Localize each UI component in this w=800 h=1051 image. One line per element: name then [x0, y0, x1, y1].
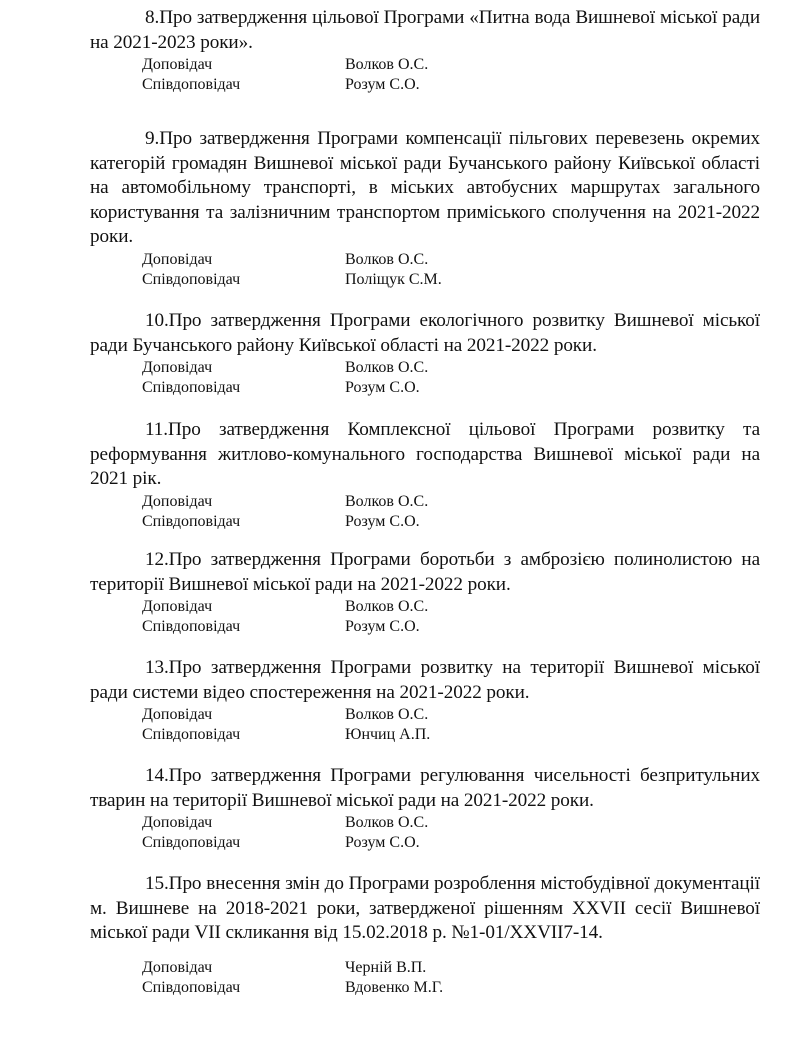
cospeaker-role: Співдоповідач	[142, 379, 241, 396]
cospeaker-name: Юнчиц А.П.	[345, 726, 431, 743]
cospeaker-role: Співдоповідач	[142, 834, 241, 851]
agenda-item-14	[90, 764, 760, 853]
cospeaker-name: Розум С.О.	[345, 834, 420, 851]
cospeaker-name: Розум С.О.	[345, 379, 420, 396]
agenda-item-text: 11.Про затвердження Комплексної цільової Програми розвитку та реформування житлово-комунального господарства Вишневої міської ради на 2021 рік.	[90, 419, 760, 489]
agenda-item-text: 12.Про затвердження Програми боротьби з амброзією полинолистою на території Вишневої міської ради на 2021-2022 роки.	[90, 549, 760, 595]
speaker-role: Доповідач	[142, 359, 213, 376]
agenda-item-15	[90, 872, 760, 998]
speaker-role: Доповідач	[142, 250, 213, 268]
speaker-row	[90, 813, 760, 833]
speaker-name: Волков О.С.	[345, 814, 429, 831]
speaker-row	[90, 958, 760, 978]
cospeaker-role: Співдоповідач	[142, 978, 241, 996]
agenda-item-9	[90, 127, 760, 290]
cospeaker-row	[90, 378, 760, 398]
cospeaker-role: Співдоповідач	[142, 726, 241, 743]
cospeaker-role: Співдоповідач	[142, 618, 241, 635]
speaker-row	[90, 55, 760, 75]
agenda-item-text: 15.Про внесення змін до Програми розроблення містобудівної документації м. Вишневе на 2018-2021 роки, затвердженої рішенням XXVII сесії Вишневої міської ради VII скликання від 15.02.2018 р. №1-01/XXVII7-14.	[90, 873, 760, 943]
speaker-name: Черній В.П.	[345, 958, 427, 976]
speaker-row	[90, 492, 760, 512]
speaker-name: Волков О.С.	[345, 250, 429, 268]
speaker-role: Доповідач	[142, 492, 213, 510]
agenda-item-12	[90, 548, 760, 637]
speaker-row	[90, 705, 760, 725]
speaker-name: Волков О.С.	[345, 598, 429, 615]
cospeaker-name: Вдовенко М.Г.	[345, 978, 444, 996]
speaker-role: Доповідач	[142, 56, 213, 73]
cospeaker-row	[90, 725, 760, 745]
cospeaker-role: Співдоповідач	[142, 76, 241, 93]
cospeaker-row	[90, 270, 760, 290]
agenda-item-10	[90, 309, 760, 398]
agenda-item-text: 14.Про затвердження Програми регулювання чисельності безпритульних тварин на території Вишневої міської ради на 2021-2022 роки.	[90, 765, 760, 811]
speaker-row	[90, 358, 760, 378]
speaker-name: Волков О.С.	[345, 706, 429, 723]
agenda-item-8	[90, 6, 760, 95]
cospeaker-row	[90, 617, 760, 637]
speaker-row	[90, 597, 760, 617]
agenda-item-text: 9.Про затвердження Програми компенсації пільгових перевезень окремих категорій громадян Вишневої міської ради Бучанського району Київської області на автомобільному транспорті, в міських автобусних маршрутах загального користування та залізничним транспортом приміського сполучення на 2021-2022 роки.	[90, 128, 760, 247]
speaker-role: Доповідач	[142, 706, 213, 723]
speaker-role: Доповідач	[142, 958, 213, 976]
agenda-item-11	[90, 418, 760, 532]
speaker-role: Доповідач	[142, 598, 213, 615]
cospeaker-name: Розум С.О.	[345, 512, 420, 530]
cospeaker-role: Співдоповідач	[142, 270, 241, 288]
speaker-name: Волков О.С.	[345, 359, 429, 376]
cospeaker-row	[90, 978, 760, 998]
cospeaker-name: Поліщук С.М.	[345, 270, 442, 288]
cospeaker-name: Розум С.О.	[345, 618, 420, 635]
cospeaker-row	[90, 75, 760, 95]
cospeaker-name: Розум С.О.	[345, 76, 420, 93]
agenda-item-text: 13.Про затвердження Програми розвитку на території Вишневої міської ради системи відео спостереження на 2021-2022 роки.	[90, 657, 760, 703]
speaker-name: Волков О.С.	[345, 492, 429, 510]
speaker-row	[90, 250, 760, 270]
cospeaker-role: Співдоповідач	[142, 512, 241, 530]
speaker-name: Волков О.С.	[345, 56, 429, 73]
speaker-role: Доповідач	[142, 814, 213, 831]
agenda-item-13	[90, 656, 760, 745]
cospeaker-row	[90, 833, 760, 853]
cospeaker-row	[90, 512, 760, 532]
agenda-item-text: 8.Про затвердження цільової Програми «Питна вода Вишневої міської ради на 2021-2023 роки».	[90, 7, 760, 53]
agenda-item-text: 10.Про затвердження Програми екологічного розвитку Вишневої міської ради Бучанського району Київської області на 2021-2022 роки.	[90, 310, 760, 356]
